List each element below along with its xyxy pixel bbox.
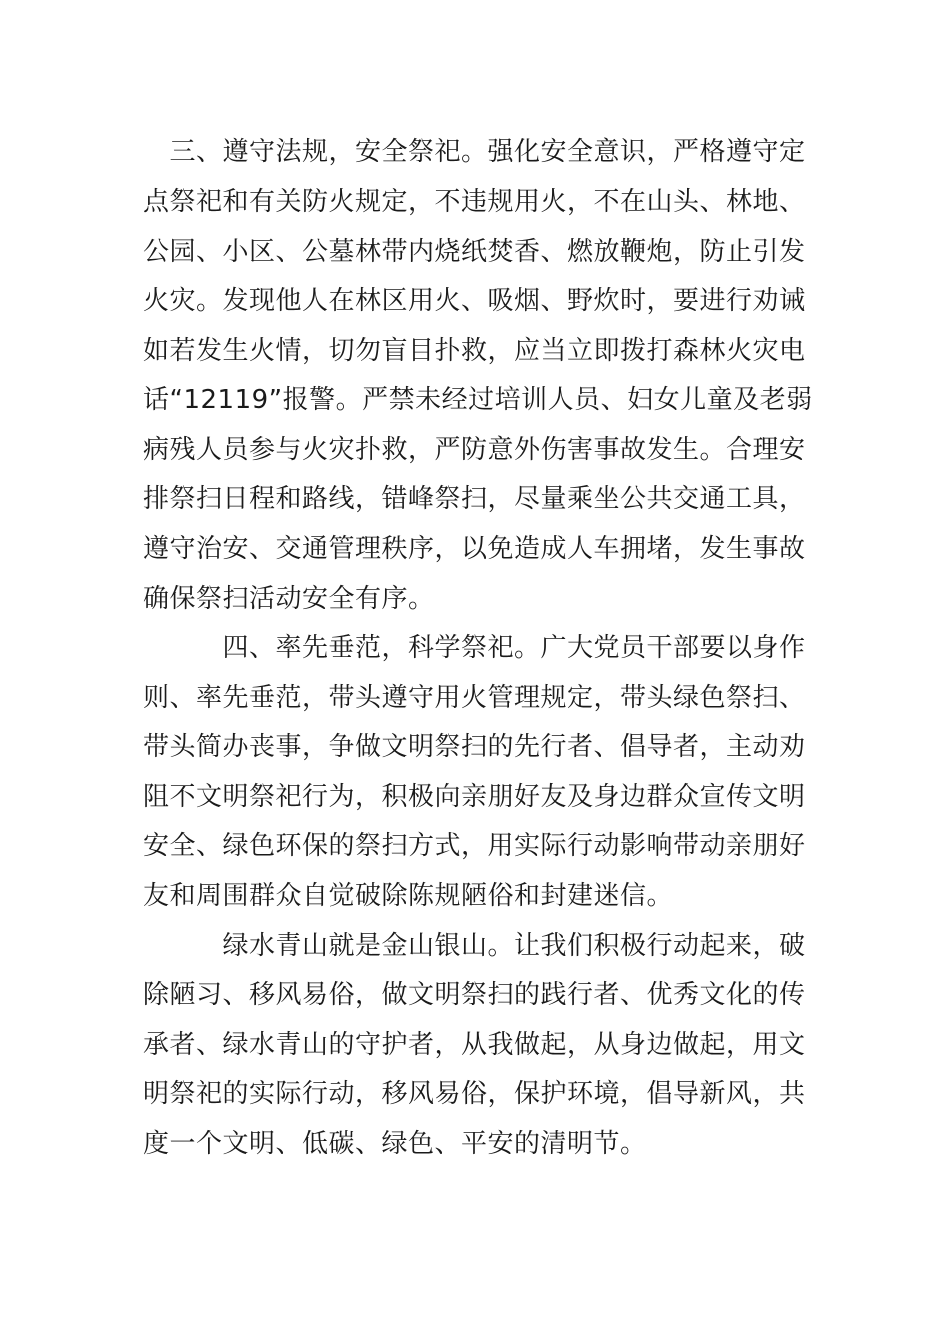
paragraph-1-line-1: 三、遵守法规，安全祭祀。强化安全意识，严格遵守定: [143, 137, 806, 167]
paragraph-3-line-3: 承者、绿水青山的守护者，从我做起，从身边做起，用文: [143, 1030, 806, 1060]
paragraph-2-line-5: 安全、绿色环保的祭扫方式，用实际行动影响带动亲朋好: [143, 831, 806, 861]
paragraph-1-line-6: 话“12119”报警。严禁未经过培训人员、妇女儿童及老弱: [143, 385, 813, 415]
paragraph-3-line-1: 绿水青山就是金山银山。让我们积极行动起来，破: [143, 931, 806, 961]
paragraph-3-line-5: 度一个文明、低碳、绿色、平安的清明节。: [143, 1129, 647, 1159]
paragraph-1-line-5: 如若发生火情，切勿盲目扑救，应当立即拨打森林火灾电: [143, 336, 806, 366]
paragraph-2-line-1: 四、率先垂范，科学祭祀。广大党员干部要以身作: [143, 633, 806, 663]
paragraph-1-line-7: 病残人员参与火灾扑救，严防意外伤害事故发生。合理安: [143, 435, 806, 465]
paragraph-3-line-2: 除陋习、移风易俗，做文明祭扫的践行者、优秀文化的传: [143, 980, 806, 1010]
paragraph-2-line-3: 带头简办丧事，争做文明祭扫的先行者、倡导者，主动劝: [143, 732, 806, 762]
paragraph-3-line-4: 明祭祀的实际行动，移风易俗，保护环境，倡导新风，共: [143, 1079, 806, 1109]
paragraph-1-line-10: 确保祭扫活动安全有序。: [143, 584, 435, 614]
paragraph-1-line-2: 点祭祀和有关防火规定，不违规用火，不在山头、林地、: [143, 187, 806, 217]
paragraph-1-line-3: 公园、小区、公墓林带内烧纸焚香、燃放鞭炮，防止引发: [143, 237, 806, 267]
paragraph-2-line-6: 友和周围群众自觉破除陈规陋俗和封建迷信。: [143, 881, 674, 911]
paragraph-2-line-4: 阻不文明祭祀行为，积极向亲朋好友及身边群众宣传文明: [143, 782, 806, 812]
paragraph-1-line-9: 遵守治安、交通管理秩序，以免造成人车拥堵，发生事故: [143, 534, 806, 564]
paragraph-1-line-4: 火灾。发现他人在林区用火、吸烟、野炊时，要进行劝诫: [143, 286, 806, 316]
paragraph-1-line-8: 排祭扫日程和路线，错峰祭扫，尽量乘坐公共交通工具，: [143, 484, 806, 514]
paragraph-2-line-2: 则、率先垂范，带头遵守用火管理规定，带头绿色祭扫、: [143, 683, 806, 713]
